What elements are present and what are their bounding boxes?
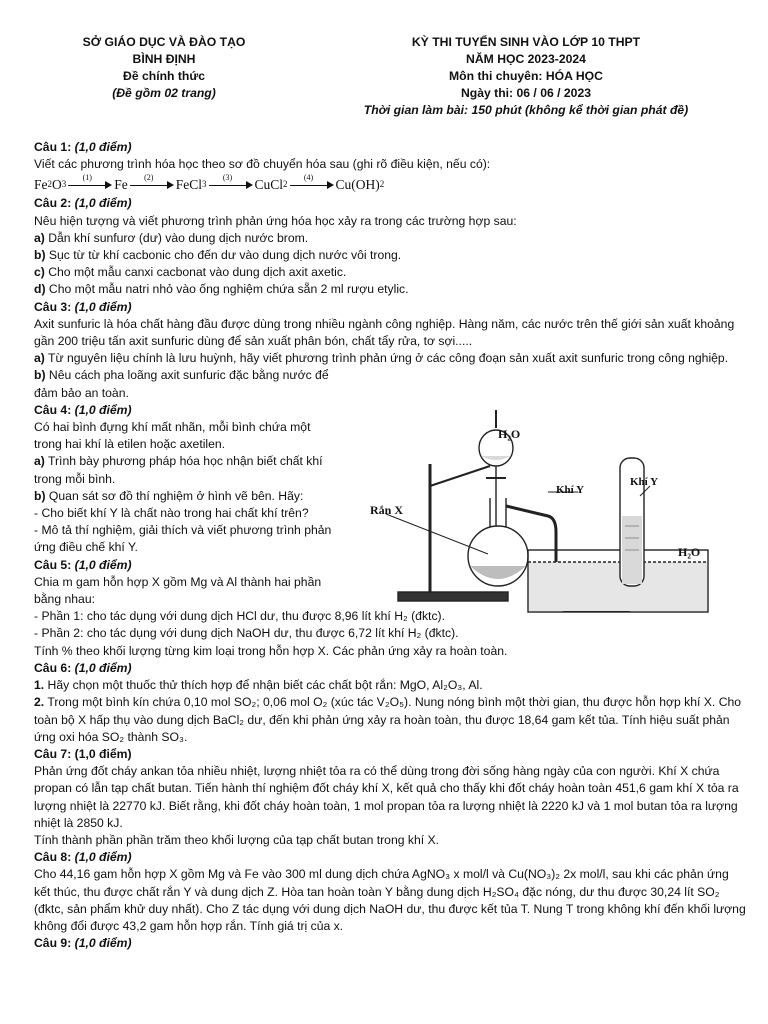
question-6-item-1: 1. Hãy chọn một thuốc thử thích hợp để nhận biết các chất bột rắn: MgO, Al₂O₃, Al. xyxy=(34,678,483,693)
experiment-figure xyxy=(370,366,728,616)
exam-date: Ngày thi: 06 / 06 / 2023 xyxy=(460,86,592,100)
exam-name: KỲ THI TUYỂN SINH VÀO LỚP 10 THPT xyxy=(411,35,641,49)
label-ran-x: Rắn X xyxy=(370,503,404,517)
question-4-body xyxy=(34,419,334,557)
page-count-note: (Đề gồm 02 trang) xyxy=(112,86,216,100)
subject: Môn thi chuyên: HÓA HỌC xyxy=(449,69,603,83)
question-4-title: Câu 4: (1,0 điểm) xyxy=(34,402,132,417)
question-7-title: Câu 7: (1,0 điểm) xyxy=(34,746,132,761)
question-4-bullet-2: - Mô tả thí nghiệm, giải thích và viết phương trình phản ứng điều chế khí Y. xyxy=(34,523,332,555)
question-2-item-b: b) Sục từ từ khí cacbonic cho đến dư vào dung dịch nước vôi trong. xyxy=(34,248,402,263)
question-2-item-c: c) Cho một mẫu canxi cacbonat vào dung dịch axit axetic. xyxy=(34,265,347,280)
reaction-arrow-1: (1) xyxy=(68,178,112,190)
question-5-ask: Tính % theo khối lượng từng kim loại trong hỗn hợp X. Các phản ứng xảy ra hoàn toàn. xyxy=(34,643,508,658)
question-2-title: Câu 2: (1,0 điểm) xyxy=(34,196,132,211)
question-4-intro: Có hai bình đựng khí mất nhãn, mỗi bình chứa một trong hai khí là etilen hoặc axetilen. xyxy=(34,420,311,452)
label-khi-y-tube: Khí Y xyxy=(556,484,585,496)
leader-ran-x xyxy=(386,514,488,554)
exam-header xyxy=(34,34,746,119)
question-2-intro: Nêu hiện tượng và viết phương trình phản ứng hóa học xảy ra trong các trường hợp sau: xyxy=(34,213,517,228)
question-6-item-2: 2. Trong một bình kín chứa 0,10 mol SO₂; 0,06 mol O₂ (xúc tác V₂O₅). Nung nóng bình một thời gian, thu được hỗn hợp khí X. Cho toàn bộ X hấp thụ vào dung dịch BaCl₂ dư, đến khi phản ứng xảy ra hoàn toàn, thu được 18,64 gam kết tủa. Tính hiệu suất phản ứng oxi hóa SO₂ thành SO₃. xyxy=(34,695,742,744)
reaction-arrow-4: (4) xyxy=(290,178,334,190)
question-5-part-1: - Phần 1: cho tác dụng với dung dịch HCl dư, thu được 8,96 lít khí H₂ (đktc). xyxy=(34,609,445,624)
clamp-arm xyxy=(430,466,490,486)
time-limit: Thời gian làm bài: 150 phút (không kể thời gian phát đề) xyxy=(363,103,689,117)
question-4-bullet-1: - Cho biết khí Y là chất nào trong hai chất khí trên? xyxy=(34,506,309,521)
question-7-text: Phản ứng đốt cháy ankan tỏa nhiều nhiệt, lượng nhiệt tỏa ra có thể dùng trong đời sống hàng ngày của con người. Khí X chứa propan có lẫn tạp chất butan. Tiến hành thí nghiệm đốt cháy khí X, kết quả cho thấy khi đốt cháy hoàn toàn 451,6 gam khí X tỏa ra lượng nhiệt là 22770 kJ. Biết rằng, khi đốt cháy hoàn toàn, 1 mol propan tỏa ra lượng nhiệt là 2220 kJ và 1 mol butan tỏa ra lượng nhiệt là 2850 kJ. xyxy=(34,764,739,830)
province-name: BÌNH ĐỊNH xyxy=(132,52,196,66)
question-5-part-2: - Phần 2: cho tác dụng với dung dịch NaOH dư, thu được 6,72 lít khí H₂ (đktc). xyxy=(34,626,459,641)
question-2-item-a: a) Dẫn khí sunfurơ (dư) vào dung dịch nước brom. xyxy=(34,230,309,245)
question-8-text: Cho 44,16 gam hỗn hợp X gồm Mg và Fe vào 300 ml dung dịch chứa AgNO₃ x mol/l và Cu(NO₃)₂ 2x mol/l, sau khi các phản ứng kết thúc, thu được chất rắn Y và dung dịch Z. Hòa tan hoàn toàn Y bằng dung dịch H₂SO₄ đặc nóng, dư thu được 30,24 lít SO₂ (đktc, sản phẩm khử duy nhất). Cho Z tác dụng với dung dịch NaOH dư, thu được kết tủa T. Nung T trong không khí đến khối lượng không đổi được 43,2 gam hỗn hợp rắn. Tính giá trị của x. xyxy=(34,867,746,933)
label-water-top: H₂O xyxy=(498,427,521,441)
question-5-intro: Chia m gam hỗn hợp X gồm Mg và Al thành hai phần bằng nhau: xyxy=(34,574,322,607)
question-1-text: Viết các phương trình hóa học theo sơ đồ chuyển hóa sau (ghi rõ điều kiện, nếu có): xyxy=(34,157,491,172)
question-4-part-a: a) Trình bày phương pháp hóa học nhận biết chất khí trong mỗi bình. xyxy=(34,454,323,486)
department-name: SỞ GIÁO DỤC VÀ ĐÀO TẠO xyxy=(82,35,246,49)
question-8-title: Câu 8: (1,0 điểm) xyxy=(34,850,132,865)
stand-base xyxy=(398,592,508,601)
label-water-bath: H₂O xyxy=(678,545,701,559)
reaction-arrow-2: (2) xyxy=(130,178,174,190)
question-3-intro: Axit sunfuric là hóa chất hàng đầu được dùng trong nhiều ngành công nghiệp. Hàng năm, các nước trên thế giới sản xuất khoảng gần 200 triệu tấn axit sunfuric dùng để sản xuất phân bón, chất tẩy rửa, tơ sợi..... xyxy=(34,316,735,349)
question-2-item-d: d) Cho một mẫu natri nhỏ vào ống nghiệm chứa sẵn 2 ml rượu etylic. xyxy=(34,282,409,297)
question-5-title: Câu 5: (1,0 điểm) xyxy=(34,557,132,572)
question-1-title: Câu 1: (1,0 điểm) xyxy=(34,140,132,154)
label-khi-y: Khí Y xyxy=(630,476,659,488)
question-3-part-b: b) Nêu cách pha loãng axit sunfuric đặc bằng nước để đảm bảo an toàn. xyxy=(34,368,329,400)
school-year: NĂM HỌC 2023-2024 xyxy=(466,52,586,66)
question-4-part-b: b) Quan sát sơ đồ thí nghiệm ở hình vẽ bên. Hãy: xyxy=(34,488,304,503)
question-9-title: Câu 9: (1,0 điểm) xyxy=(34,936,132,951)
apparatus-diagram xyxy=(378,366,728,616)
question-6-title: Câu 6: (1,0 điểm) xyxy=(34,660,132,675)
header-left xyxy=(34,34,294,119)
question-3-part-a: a) Từ nguyên liệu chính là lưu huỳnh, hãy viết phương trình phản ứng ở các công đoạn sản xuất axit sunfuric trong công nghiệp. xyxy=(34,351,729,366)
official-label: Đề chính thức xyxy=(123,69,205,83)
question-7-ask: Tính thành phần phần trăm theo khối lượng của tạp chất butan trong khí X. xyxy=(34,832,440,847)
question-3-title: Câu 3: (1,0 điểm) xyxy=(34,299,132,314)
reaction-arrow-3: (3) xyxy=(209,178,253,190)
conversion-chain: Fe 2 O 3 (1) Fe (2) FeCl 3 (3) CuCl 2 (4) Cu(OH) 2 xyxy=(34,173,385,192)
header-right xyxy=(306,34,746,119)
